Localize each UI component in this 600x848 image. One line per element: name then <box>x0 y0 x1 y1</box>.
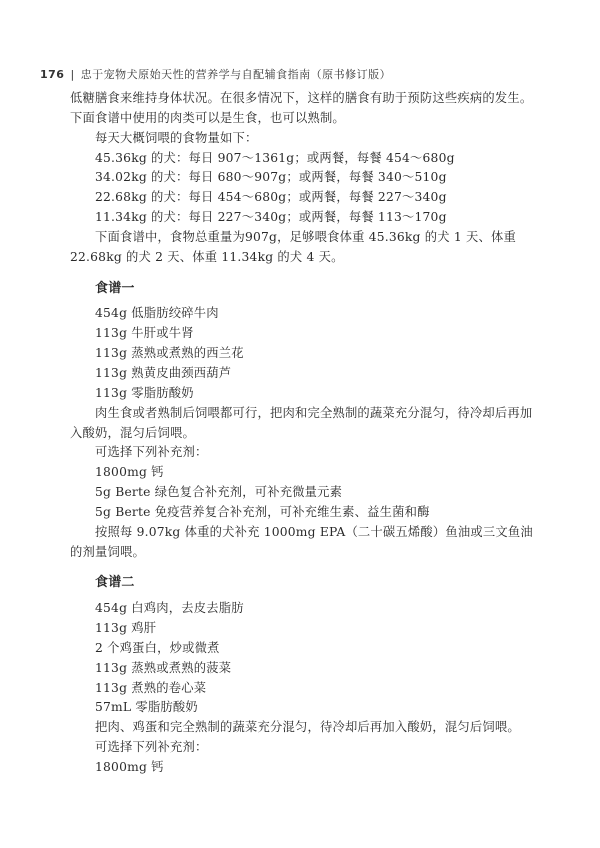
ingredient-line: 113g 牛肝或牛肾 <box>95 326 194 341</box>
recipe-weight-paragraph: 下面食谱中，食物总重量为907g，足够喂食体重 45.36kg 的犬 1 天、体重 22.68kg 的犬 2 天、体重 11.34kg 的犬 4 天。 <box>70 229 516 264</box>
recipe-two-heading: 食谱二 <box>95 575 135 591</box>
ingredient-line: 113g 蒸熟或煮熟的菠菜 <box>95 660 232 675</box>
page-number: 176 <box>40 68 65 81</box>
page-body <box>70 89 540 778</box>
recipe-two-method: 把肉、鸡蛋和完全熟制的蔬菜充分混匀，待冷却后再加入酸奶，混匀后饲喂。 <box>95 720 520 735</box>
ingredient-line: 454g 白鸡肉，去皮去脂肪 <box>95 601 244 616</box>
intro-paragraph: 低糖膳食来维持身体状况。在很多情况下，这样的膳食有助于预防这些疾病的发生。下面食谱中使用的肉类可以是生食，也可以熟制。 <box>70 91 533 125</box>
feeding-line: 45.36kg 的犬：每日 907～1361g；或两餐，每餐 454～680g <box>95 150 455 165</box>
feeding-line: 11.34kg 的犬：每日 227～340g；或两餐，每餐 113～170g <box>95 210 447 225</box>
supplement-line: 5g Berte 免疫营养复合补充剂，可补充维生素、益生菌和酶 <box>95 504 430 519</box>
recipe-one-heading: 食谱一 <box>95 280 135 296</box>
supplement-line: 1800mg 钙 <box>95 465 164 480</box>
supplement-title: 可选择下列补充剂： <box>95 740 208 755</box>
supplement-line: 1800mg 钙 <box>95 760 164 774</box>
book-title: 忠于宠物犬原始天性的营养学与自配辅食指南（原书修订版） <box>80 68 392 81</box>
recipe-one-method: 肉生食或者熟制后饲喂都可行，把肉和完全熟制的蔬菜充分混匀，待冷却后再加入酸奶，混匀后饲喂。 <box>70 405 533 440</box>
ingredient-line: 454g 低脂肪绞碎牛肉 <box>95 306 219 321</box>
header-separator: | <box>70 68 75 81</box>
supplement-title: 可选择下列补充剂： <box>95 445 208 460</box>
feeding-amount-title: 每天大概饲喂的食物量如下： <box>95 130 258 145</box>
ingredient-line: 113g 熟黄皮曲颈西葫芦 <box>95 365 232 380</box>
ingredient-line: 113g 鸡肝 <box>95 621 157 636</box>
recipe-one-note: 按照每 9.07kg 体重的犬补充 1000mg EPA（二十碳五烯酸）鱼油或三文鱼油的剂量饲喂。 <box>70 524 533 559</box>
ingredient-line: 113g 零脂肪酸奶 <box>95 385 194 400</box>
feeding-line: 22.68kg 的犬：每日 454～680g；或两餐，每餐 227～340g <box>95 190 447 205</box>
supplement-line: 5g Berte 绿色复合补充剂，可补充微量元素 <box>95 485 343 500</box>
feeding-line: 34.02kg 的犬：每日 680～907g；或两餐，每餐 340～510g <box>95 170 447 185</box>
ingredient-line: 57mL 零脂肪酸奶 <box>95 700 198 715</box>
ingredient-line: 113g 蒸熟或煮熟的西兰花 <box>95 346 244 361</box>
running-header <box>40 66 391 82</box>
ingredient-line: 113g 煮熟的卷心菜 <box>95 680 207 695</box>
ingredient-line: 2 个鸡蛋白，炒或微煮 <box>95 640 220 655</box>
